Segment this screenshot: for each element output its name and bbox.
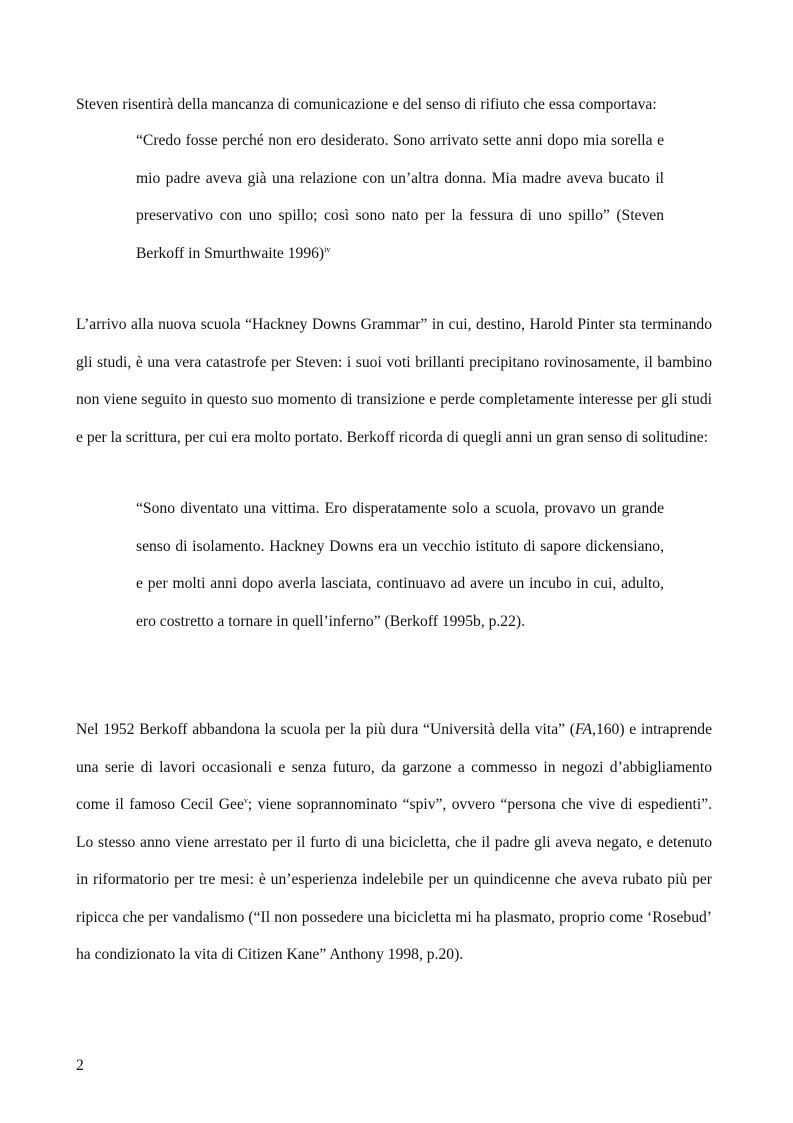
paragraph-3-italic-ref: FA xyxy=(575,721,593,738)
paragraph-3-part-2: ,160) e intraprende una serie di lavori occasionali e senza futuro, da garzone a commesso in negozi d’abbigliamento come il famoso Cecil Gee xyxy=(76,721,713,813)
footnote-ref-iv: iv xyxy=(324,244,331,254)
paragraph-2: L’arrivo alla nuova scuola “Hackney Downs Grammar” in cui, destino, Harold Pinter sta terminando gli studi, è una vera catastrofe per Steven: i suoi voti brillanti precipitano rovinosamente, il bambino non viene seguito in questo suo momento di transizione e perde completamente interesse per gli studi e per la scrittura, per cui era molto portato. Berkoff ricorda di quegli anni un gran senso di solitudine: xyxy=(76,316,712,446)
paragraph-3-part-1: Nel 1952 Berkoff abbandona la scuola per la più dura “Università della vita” ( xyxy=(76,721,576,738)
quote-1-text: “Credo fosse perché non ero desiderato. Sono arrivato sette anni dopo mia sorella e mio padre aveva già una relazione con un’altra donna. Mia madre aveva bucato il preservativo con uno spillo; così sono nato per la fessura di uno spillo” (Steven Berkoff in Smurthwaite 1996) xyxy=(136,132,664,262)
page-number: 2 xyxy=(76,1057,84,1074)
intro-line: Steven risentirà della mancanza di comunicazione e del senso di rifiuto che essa comportava: xyxy=(76,96,657,113)
quote-block-2: “Sono diventato una vittima. Ero disperatamente solo a scuola, provavo un grande senso di isolamento. Hackney Downs era un vecchio istituto di sapore dickensiano, e per molti anni dopo averla lasciata, continuavo ad avere un incubo in cui, adulto, ero costretto a tornare in quell’inferno” (Berkoff 1995b, p.22). xyxy=(136,500,664,630)
quote-block-1 xyxy=(136,122,664,272)
footnote-ref-v: v xyxy=(243,796,248,805)
paragraph-3-part-3: ; viene soprannominato “spiv”, ovvero “persona che vive di espedienti”. Lo stesso anno viene arrestato per il furto di una bicicletta, che il padre gli aveva negato, e detenuto in riformatorio per tre mesi: è un’esperienza indelebile per un quindicenne che aveva rubato più per ripicca che per vandalismo (“Il non possedere una bicicletta mi ha plasmato, proprio come ‘Rosebud’ ha condizionato la vita di Citizen Kane” Anthony 1998, p.20). xyxy=(76,796,712,963)
paragraph-3 xyxy=(76,711,712,974)
